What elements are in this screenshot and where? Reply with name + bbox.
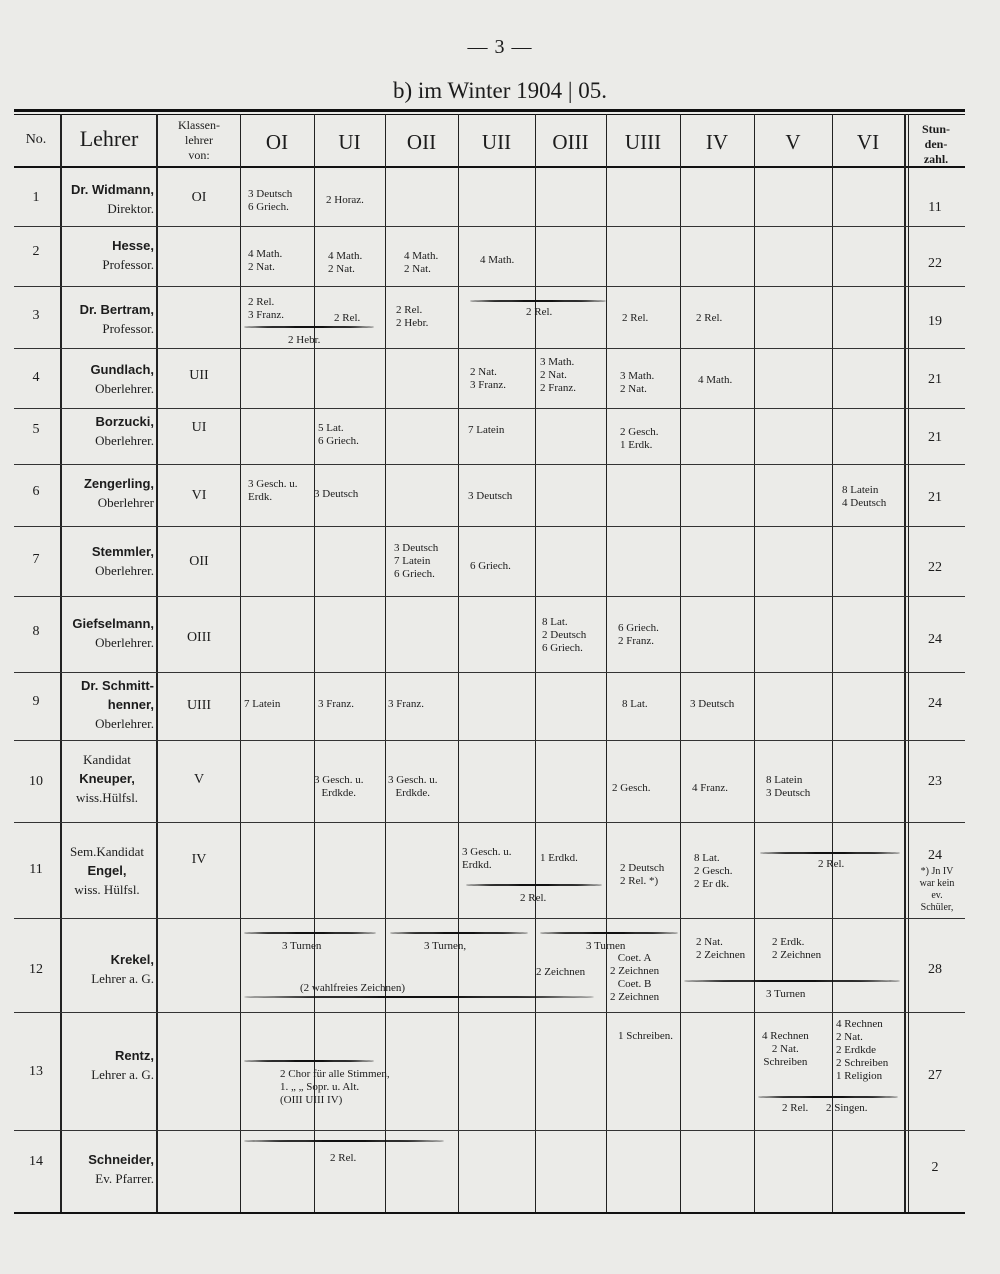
lesson-cell: 3 Franz. [388, 698, 425, 710]
table-title: b) im Winter 1904 | 05. [392, 78, 608, 103]
hours-total: 21 [928, 430, 942, 445]
teacher [60, 950, 154, 988]
teacher-role: wiss. Hülfsl. [74, 882, 140, 897]
bottom-rule [14, 1212, 965, 1214]
col-divider [832, 114, 833, 1212]
teacher [60, 676, 154, 733]
col-divider [535, 114, 536, 1212]
lesson-cell: 3 Math. 2 Nat. 2 Franz. [540, 356, 577, 394]
col-divider [458, 114, 459, 1212]
lesson-cell: 8 Lat. [622, 698, 648, 710]
row-separator [14, 596, 965, 597]
lesson-cell: 4 Math. [480, 254, 515, 266]
col-divider [240, 114, 241, 1212]
lesson-cell: 3 Gesch. u. Erdk. [248, 478, 298, 503]
row-number: 4 [32, 370, 40, 385]
teacher-role: Oberlehrer [97, 495, 154, 510]
brace [758, 1096, 898, 1098]
teacher-name-cont: henner, [107, 697, 154, 712]
lesson-cell: (2 wahlfreies Zeichnen) [300, 982, 406, 994]
hours-total: 22 [928, 560, 942, 575]
teacher-name: Engel, [87, 863, 127, 878]
row-number: 1 [32, 190, 40, 205]
hours-total: 24 [928, 848, 942, 863]
lesson-cell: 3 Gesch. u. Erdkde. [314, 774, 364, 799]
teacher-name: Hesse, [112, 238, 154, 253]
hours-total: 11 [928, 200, 942, 215]
teacher-role: Oberlehrer. [95, 563, 154, 578]
teacher-name: Giefselmann, [72, 616, 154, 631]
header-class-vi: VI [856, 130, 880, 154]
brace [244, 1140, 444, 1142]
row-separator [14, 1130, 965, 1131]
teacher-name: Kneuper, [79, 771, 135, 786]
row-number: 13 [29, 1064, 43, 1079]
header-class-uiii: UIII [624, 130, 662, 154]
lesson-cell: 8 Lat. 2 Deutsch 6 Griech. [542, 616, 587, 654]
lesson-cell: 2 Chor für alle Stimmen, 1. „ „ Sopr. u. Alt. (OIII UIII IV) [280, 1068, 390, 1106]
teacher-role: Professor. [102, 321, 154, 336]
lesson-cell: 2 Zeichnen [536, 966, 586, 978]
row-number: 8 [32, 624, 40, 639]
lesson-cell: 1 Schreiben. [618, 1030, 673, 1042]
lesson-cell: 2 Nat. 3 Franz. [470, 366, 507, 391]
hours-total: 24 [928, 696, 942, 711]
brace [466, 884, 602, 886]
lesson-cell: 4 Rechnen 2 Nat. 2 Erdkde 2 Schreiben 1 Religion [836, 1018, 889, 1082]
row-number: 10 [29, 774, 43, 789]
lesson-cell: 2 Rel. 3 Franz. [248, 296, 285, 321]
lesson-cell: 5 Lat. 6 Griech. [318, 422, 359, 447]
teacher-role: Lehrer a. G. [91, 1067, 154, 1082]
row-separator [14, 464, 965, 465]
row-separator [14, 286, 965, 287]
lesson-cell: 2 Deutsch 2 Rel. *) [620, 862, 665, 887]
col-divider [904, 114, 906, 1212]
header-class-iv: IV [705, 130, 729, 154]
class-teacher-of: V [193, 772, 205, 787]
lesson-cell: 2 Rel. [818, 858, 845, 870]
teacher-name: Zengerling, [83, 476, 154, 491]
lesson-cell: 2 Rel. [526, 306, 553, 318]
row-separator [14, 918, 965, 919]
brace [684, 980, 900, 982]
teacher-name: Borzucki, [95, 414, 154, 429]
brace [760, 852, 900, 854]
row-separator [14, 408, 965, 409]
lesson-cell: 2 Gesch. [612, 782, 651, 794]
brace [244, 1060, 374, 1062]
lesson-cell: Coet. A 2 Zeichnen Coet. B 2 Zeichnen [610, 952, 660, 1003]
lesson-cell: 2 Erdk. 2 Zeichnen [772, 936, 822, 961]
row-separator [14, 822, 965, 823]
teacher-role: Oberlehrer. [95, 381, 154, 396]
teacher [60, 412, 154, 450]
lesson-cell: 7 Latein [244, 698, 281, 710]
header-lehrer: Lehrer [79, 126, 139, 151]
lesson-cell: 6 Griech. [470, 560, 511, 572]
lesson-cell: 3 Franz. [318, 698, 355, 710]
brace [390, 932, 528, 934]
lesson-cell: 3 Turnen [766, 988, 806, 1000]
teacher-role: Professor. [102, 257, 154, 272]
teacher [60, 1046, 154, 1084]
teacher-role: Lehrer a. G. [91, 971, 154, 986]
hours-total: 2 [931, 1160, 939, 1175]
hours-total: 21 [928, 372, 942, 387]
teacher [60, 180, 154, 218]
teacher-name: Rentz, [115, 1048, 154, 1063]
lesson-cell: 3 Gesch. u. Erdkd. [462, 846, 512, 871]
teacher [60, 842, 154, 899]
row-number: 7 [32, 552, 40, 567]
teacher-name: Dr. Widmann, [71, 182, 154, 197]
row-separator [14, 740, 965, 741]
lesson-cell: 2 Rel. 2 Hebr. [396, 304, 429, 329]
row-number: 5 [32, 422, 40, 437]
header-class-oii: OII [406, 130, 437, 154]
teacher-title: Kandidat [83, 752, 131, 767]
top-rule [14, 109, 965, 112]
lesson-cell: 4 Math. 2 Nat. [404, 250, 439, 275]
hours-total: 21 [928, 490, 942, 505]
col-divider [754, 114, 755, 1212]
lesson-cell: 2 Rel. [330, 1152, 357, 1164]
lesson-cell: 3 Deutsch 7 Latein 6 Griech. [394, 542, 439, 580]
lesson-cell: 4 Franz. [692, 782, 729, 794]
lesson-cell: 3 Math. 2 Nat. [620, 370, 655, 395]
hours-total: 28 [928, 962, 942, 977]
lesson-cell: 2 Horaz. [326, 194, 364, 206]
lesson-cell: 2 Rel. [782, 1102, 809, 1114]
teacher [60, 474, 154, 512]
lesson-cell: 3 Deutsch 6 Griech. [248, 188, 293, 213]
lesson-cell: 2 Gesch. 1 Erdk. [620, 426, 659, 451]
lesson-cell: 7 Latein [468, 424, 505, 436]
lesson-cell: 3 Deutsch [314, 488, 359, 500]
header-class-uii: UII [481, 130, 512, 154]
teacher-name: Schneider, [88, 1152, 154, 1167]
class-teacher-of: UI [191, 420, 207, 435]
teacher [60, 360, 154, 398]
brace [540, 932, 678, 934]
teacher-role: Oberlehrer. [95, 716, 154, 731]
header-no: No. [25, 132, 47, 147]
lesson-cell: 4 Math. [698, 374, 733, 386]
header-class-v: V [785, 130, 801, 154]
brace [244, 996, 594, 998]
row-separator [14, 226, 965, 227]
header-klassenlehrer: Klassen- lehrer von: [178, 118, 220, 162]
teacher-role: Oberlehrer. [95, 433, 154, 448]
teacher-name: Dr. Bertram, [79, 302, 154, 317]
row-separator [14, 1012, 965, 1013]
hours-total: 23 [928, 774, 942, 789]
row-separator [14, 526, 965, 527]
class-teacher-of: OIII [186, 630, 212, 645]
class-teacher-of: OII [189, 554, 209, 569]
hours-total: 22 [928, 256, 942, 271]
col-divider [606, 114, 607, 1212]
lesson-cell: 3 Turnen, [424, 940, 467, 952]
lesson-cell: 3 Turnen [586, 940, 626, 952]
col-divider [908, 114, 909, 1212]
lesson-cell: 2 Nat. 2 Zeichnen [696, 936, 746, 961]
lesson-cell: 2 Rel. [696, 312, 723, 324]
teacher-role: Direktor. [107, 201, 154, 216]
row-number: 12 [29, 962, 43, 977]
teacher [60, 1150, 154, 1188]
lesson-cell: 4 Math. 2 Nat. [328, 250, 363, 275]
row-number: 6 [32, 484, 40, 499]
class-teacher-of: UII [189, 368, 209, 383]
lesson-cell: 1 Erdkd. [540, 852, 578, 864]
lesson-cell: 3 Deutsch [690, 698, 735, 710]
teacher-name: Stemmler, [91, 544, 154, 559]
header-class-ui: UI [338, 130, 361, 154]
teacher-role: Ev. Pfarrer. [95, 1171, 154, 1186]
row-number: 9 [32, 694, 40, 709]
class-teacher-of: VI [191, 488, 207, 503]
lesson-cell: 4 Math. 2 Nat. [248, 248, 283, 273]
lesson-cell: 2 Singen. [826, 1102, 868, 1114]
hours-total: 24 [928, 632, 942, 647]
lesson-cell: 3 Turnen [282, 940, 322, 952]
teacher-title: Sem.Kandidat [69, 844, 144, 859]
class-teacher-of: UIII [186, 698, 212, 713]
teacher [60, 236, 154, 274]
lesson-cell: 2 Rel. [622, 312, 649, 324]
lesson-cell: 3 Gesch. u. Erdkde. [388, 774, 438, 799]
teacher-name: Krekel, [110, 952, 154, 967]
lesson-cell: 8 Latein 3 Deutsch [766, 774, 811, 799]
lesson-cell: 4 Rechnen 2 Nat. Schreiben [762, 1030, 809, 1068]
row-separator [14, 348, 965, 349]
header-class-oiii: OIII [552, 130, 589, 154]
teacher [60, 750, 154, 807]
row-number: 3 [32, 308, 40, 323]
lesson-cell: 8 Latein 4 Deutsch [842, 484, 887, 509]
col-divider [156, 114, 158, 1212]
row-number: 2 [32, 244, 40, 259]
row-separator [14, 672, 965, 673]
brace [470, 300, 606, 302]
class-teacher-of: OI [191, 190, 207, 205]
brace [244, 932, 376, 934]
class-teacher-of: IV [191, 852, 207, 867]
lesson-cell: 6 Griech. 2 Franz. [618, 622, 659, 647]
header-class-oi: OI [265, 130, 289, 154]
row-number: 14 [29, 1154, 43, 1169]
teacher-name: Gundlach, [90, 362, 154, 377]
col-divider [314, 114, 315, 1212]
lesson-cell: 2 Hebr. [288, 334, 321, 346]
teacher-role: Oberlehrer. [95, 635, 154, 650]
lesson-cell: 2 Rel. [520, 892, 547, 904]
col-divider [680, 114, 681, 1212]
teacher [60, 542, 154, 580]
hours-total: 27 [928, 1068, 942, 1083]
teacher [60, 300, 154, 338]
page-number: — 3 — [467, 36, 533, 58]
hours-total: 19 [928, 314, 942, 329]
lesson-cell: 8 Lat. 2 Gesch. 2 Er dk. [694, 852, 733, 890]
lesson-cell: 2 Rel. [334, 312, 361, 324]
lesson-cell: 3 Deutsch [468, 490, 513, 502]
col-divider [385, 114, 386, 1212]
row-number: 11 [29, 862, 43, 877]
teacher [60, 614, 154, 652]
header-stunden: Stun- den- zahl. [921, 122, 950, 166]
teacher-name: Dr. Schmitt- [81, 678, 154, 693]
teacher-role: wiss.Hülfsl. [75, 790, 139, 805]
brace [244, 326, 374, 328]
footnote: *) Jn IV war kein ev. Schüler, [919, 866, 955, 913]
